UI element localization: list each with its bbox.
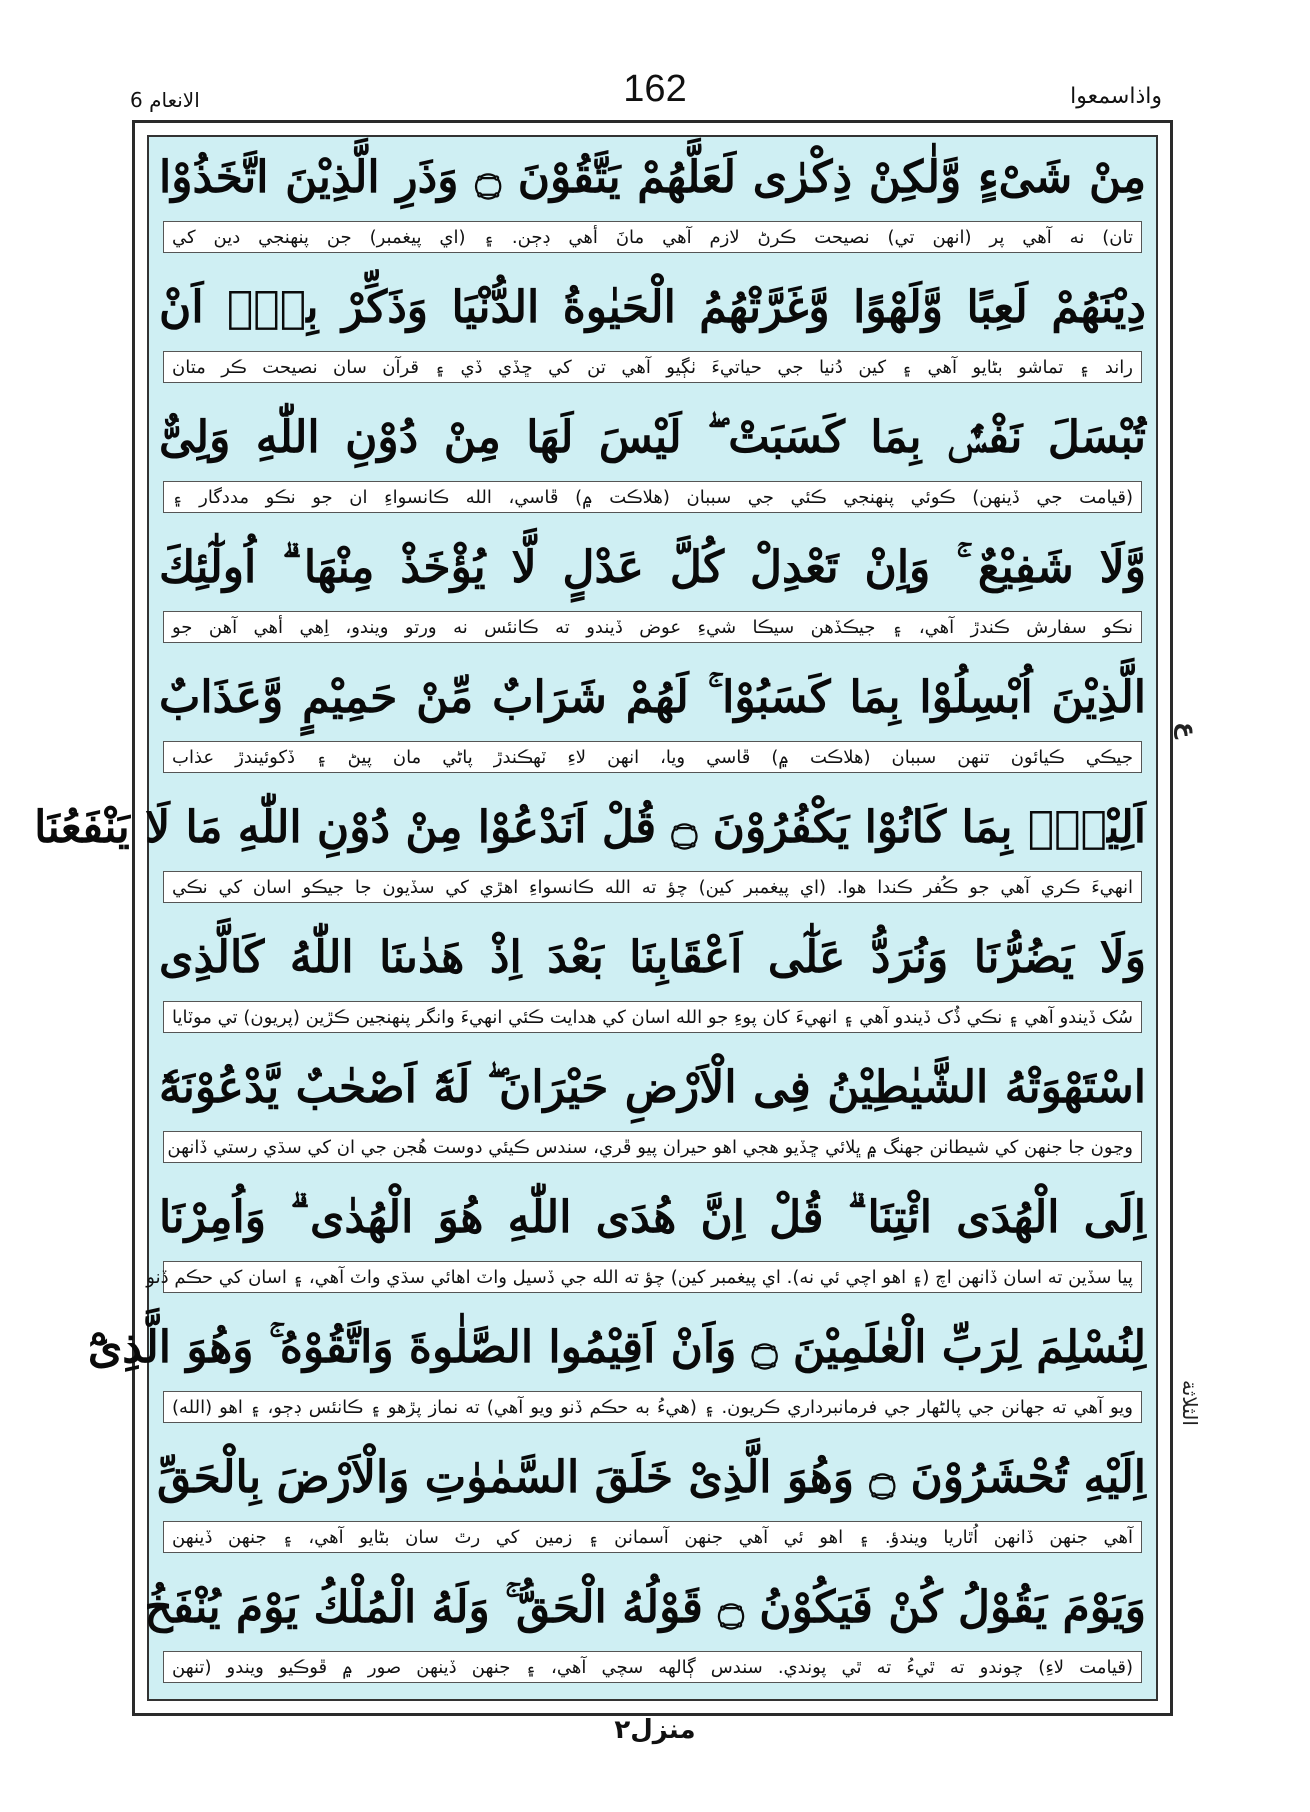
verse-block <box>149 657 1156 782</box>
quarter-mark: الثلاثة <box>1178 1380 1202 1426</box>
translation-line: سُک ڏيندو آهي ۽ نڪي ڏُک ڏيندو آهي ۽ انهيءَ کان پوءِ جو الله اسان کي هدايت ڪئي انهيءَ وانگر پنهنجين ڪڙين (پريون) تي موٽايا <box>163 1001 1142 1033</box>
arabic-line: تُبْسَلَ نَفْسٌۢ بِمَا كَسَبَتْ ۖ لَيْسَ لَهَا مِنْ دُوْنِ اللّٰهِ وَلِىٌّ <box>159 412 1146 463</box>
verse-block <box>87 1307 1156 1432</box>
arabic-line: دِيْنَهُمْ لَعِبًا وَّلَهْوًا وَّغَرَّتْهُمُ الْحَيٰوةُ الدُّنْيَا وَذَكِّرْ بِهٖٓ اَنْ <box>159 282 1146 333</box>
verse-block <box>149 267 1156 392</box>
verse-block <box>149 397 1156 522</box>
verse-block <box>149 527 1156 652</box>
verse-block <box>149 1437 1156 1562</box>
verse-block <box>149 1047 1156 1172</box>
arabic-line: اِلَى الْهُدَى ائْتِنَا ۗ قُلْ اِنَّ هُدَى اللّٰهِ هُوَ الْهُدٰى ۗ وَاُمِرْنَا <box>159 1192 1146 1243</box>
arabic-line: وَلَا يَضُرُّنَا وَنُرَدُّ عَلٰٓى اَعْقَابِنَا بَعْدَ اِذْ هَدٰىنَا اللّٰهُ كَالَّذِى <box>159 932 1146 983</box>
surah-name: الانعام 6 <box>130 88 200 112</box>
verse-block <box>34 787 1156 912</box>
page-frame <box>34 120 1173 1716</box>
translation-line: آهي جنهن ڏانهن اُٿاريا ويندؤ. ۽ اهو ئي آهي جنهن آسمانن ۽ زمين کي رٿ سان بڻايو آهي، ۽ جنهن ڏينهن <box>163 1521 1142 1553</box>
manzil-label: منزل٢ <box>614 1715 696 1745</box>
arabic-line: اِلَيْهِ تُحْشَرُوْنَ ۝ وَهُوَ الَّذِىْ خَلَقَ السَّمٰوٰتِ وَالْاَرْضَ بِالْحَقِّ <box>156 1452 1146 1503</box>
page-number: 162 <box>623 68 687 110</box>
translation-line: ويو آهي ته جهانن جي پالڻهار جي فرمانبرداري ڪريون. ۽ (هيءُ به حڪم ڏنو ويو آهي) ته نماز پڙهو ۽ ڪانئس ڊڄو، ۽ اهو (الله) <box>163 1391 1142 1423</box>
arabic-line: مِنْ شَىْءٍ وَّلٰكِنْ ذِكْرٰى لَعَلَّهُمْ يَتَّقُوْنَ ۝ وَذَرِ الَّذِيْنَ اتَّخَذُوْا <box>159 152 1147 203</box>
verse-block <box>149 917 1156 1042</box>
translation-line: انهيءَ ڪري آهي جو ڪُفر ڪندا هوا. (اي پيغمبر کين) چؤ ته الله ڪانسواءِ اهڙي کي سڏيون جا جيڪو اسان کي نڪي <box>163 871 1142 903</box>
translation-line: وڃون جا جنهن کي شيطانن جهنگ ۾ ڀلائي ڇڏيو هجي اهو حيران پيو ڦري، سندس ڪيئي دوست هُجن جي ان کي سڌي رستي ڏانهن <box>163 1131 1142 1163</box>
verse-block <box>149 137 1156 262</box>
translation-line: جيڪي ڪيائون تنهن سببان (هلاڪت ۾) ڦاسي ويا، انهن لاءِ ٽهڪندڙ پاڻي مان پيڻ ۽ ڏکوئيندڙ عذاب <box>163 741 1142 773</box>
translation-line: نڪو سفارش ڪندڙ آهي، ۽ جيڪڏهن سيڪا شيءِ عوض ڏيندو ته ڪانئس نه ورتو ويندو، اِهي أهي آهن جو <box>163 611 1142 643</box>
arabic-line: لِنُسْلِمَ لِرَبِّ الْعٰلَمِيْنَ ۝ وَاَنْ اَقِيْمُوا الصَّلٰوةَ وَاتَّقُوْهُ ۚ وَهُوَ الَّذِىْٓ <box>87 1322 1146 1373</box>
juz-name: واذاسمعوا <box>1070 84 1162 109</box>
arabic-line: الَّذِيْنَ اُبْسِلُوْا بِمَا كَسَبُوْا ۚ لَهُمْ شَرَابٌ مِّنْ حَمِيْمٍ وَّعَذَابٌ <box>159 672 1146 723</box>
arabic-line: اَلِيْمٌۢ بِمَا كَانُوْا يَكْفُرُوْنَ ۝ قُلْ اَنَدْعُوْا مِنْ دُوْنِ اللّٰهِ مَا لَا يَنْفَعُنَا <box>34 802 1146 853</box>
arabic-line: اسْتَهْوَتْهُ الشَّيٰطِيْنُ فِى الْاَرْضِ حَيْرَانَ ۖ لَهٗٓ اَصْحٰبٌ يَّدْعُوْنَهٗٓ <box>159 1062 1146 1113</box>
translation-line: تان) نه آهي پر (انهن تي) نصيحت ڪرڻ لازم آهي مانَ أهي ڊڄن. ۽ (اي پيغمبر) جن پنهنجي دين کي <box>163 221 1142 253</box>
verse-block <box>146 1177 1156 1302</box>
translation-line: (قيامت لاءِ) چوندو ته ٿيءُ ته ٿي پوندي. سندس ڳالهه سچي آهي، ۽ جنهن ڏينهن صور ۾ ڦوڪيو ويندو (تنهن <box>163 1651 1142 1683</box>
ruku-mark: ع <box>1174 722 1202 739</box>
translation-line: راند ۽ تماشو بڻايو آهي ۽ کين دُنيا جي حياتيءَ ٺڳيو آهي تن کي ڇڏي ڏي ۽ قرآن سان نصيحت ڪر متان <box>163 351 1142 383</box>
verse-block <box>144 1567 1156 1692</box>
arabic-line: وَّلَا شَفِيْعٌ ۚ وَاِنْ تَعْدِلْ كُلَّ عَدْلٍ لَّا يُؤْخَذْ مِنْهَا ۗ اُولٰٓئِكَ <box>159 542 1146 593</box>
text-panel <box>34 135 1158 1701</box>
arabic-line: وَيَوْمَ يَقُوْلُ كُنْ فَيَكُوْنُ ۝ قَوْلُهُ الْحَقُّ ۚ وَلَهُ الْمُلْكُ يَوْمَ يُنْفَخُ <box>144 1582 1146 1633</box>
translation-line: پيا سڏين ته اسان ڏانهن اچ (۽ اهو اچي ئي نه). اي پيغمبر کين) چؤ ته الله جي ڏسيل واٽ اهائي سڌي واٽ آهي، ۽ اسان کي حڪم ڏنو <box>163 1261 1142 1293</box>
translation-line: (قيامت جي ڏينهن) ڪوئي پنهنجي ڪئي جي سببان (هلاڪت ۾) ڦاسي، الله ڪانسواءِ ان جو نڪو مددگار ۽ <box>163 481 1142 513</box>
